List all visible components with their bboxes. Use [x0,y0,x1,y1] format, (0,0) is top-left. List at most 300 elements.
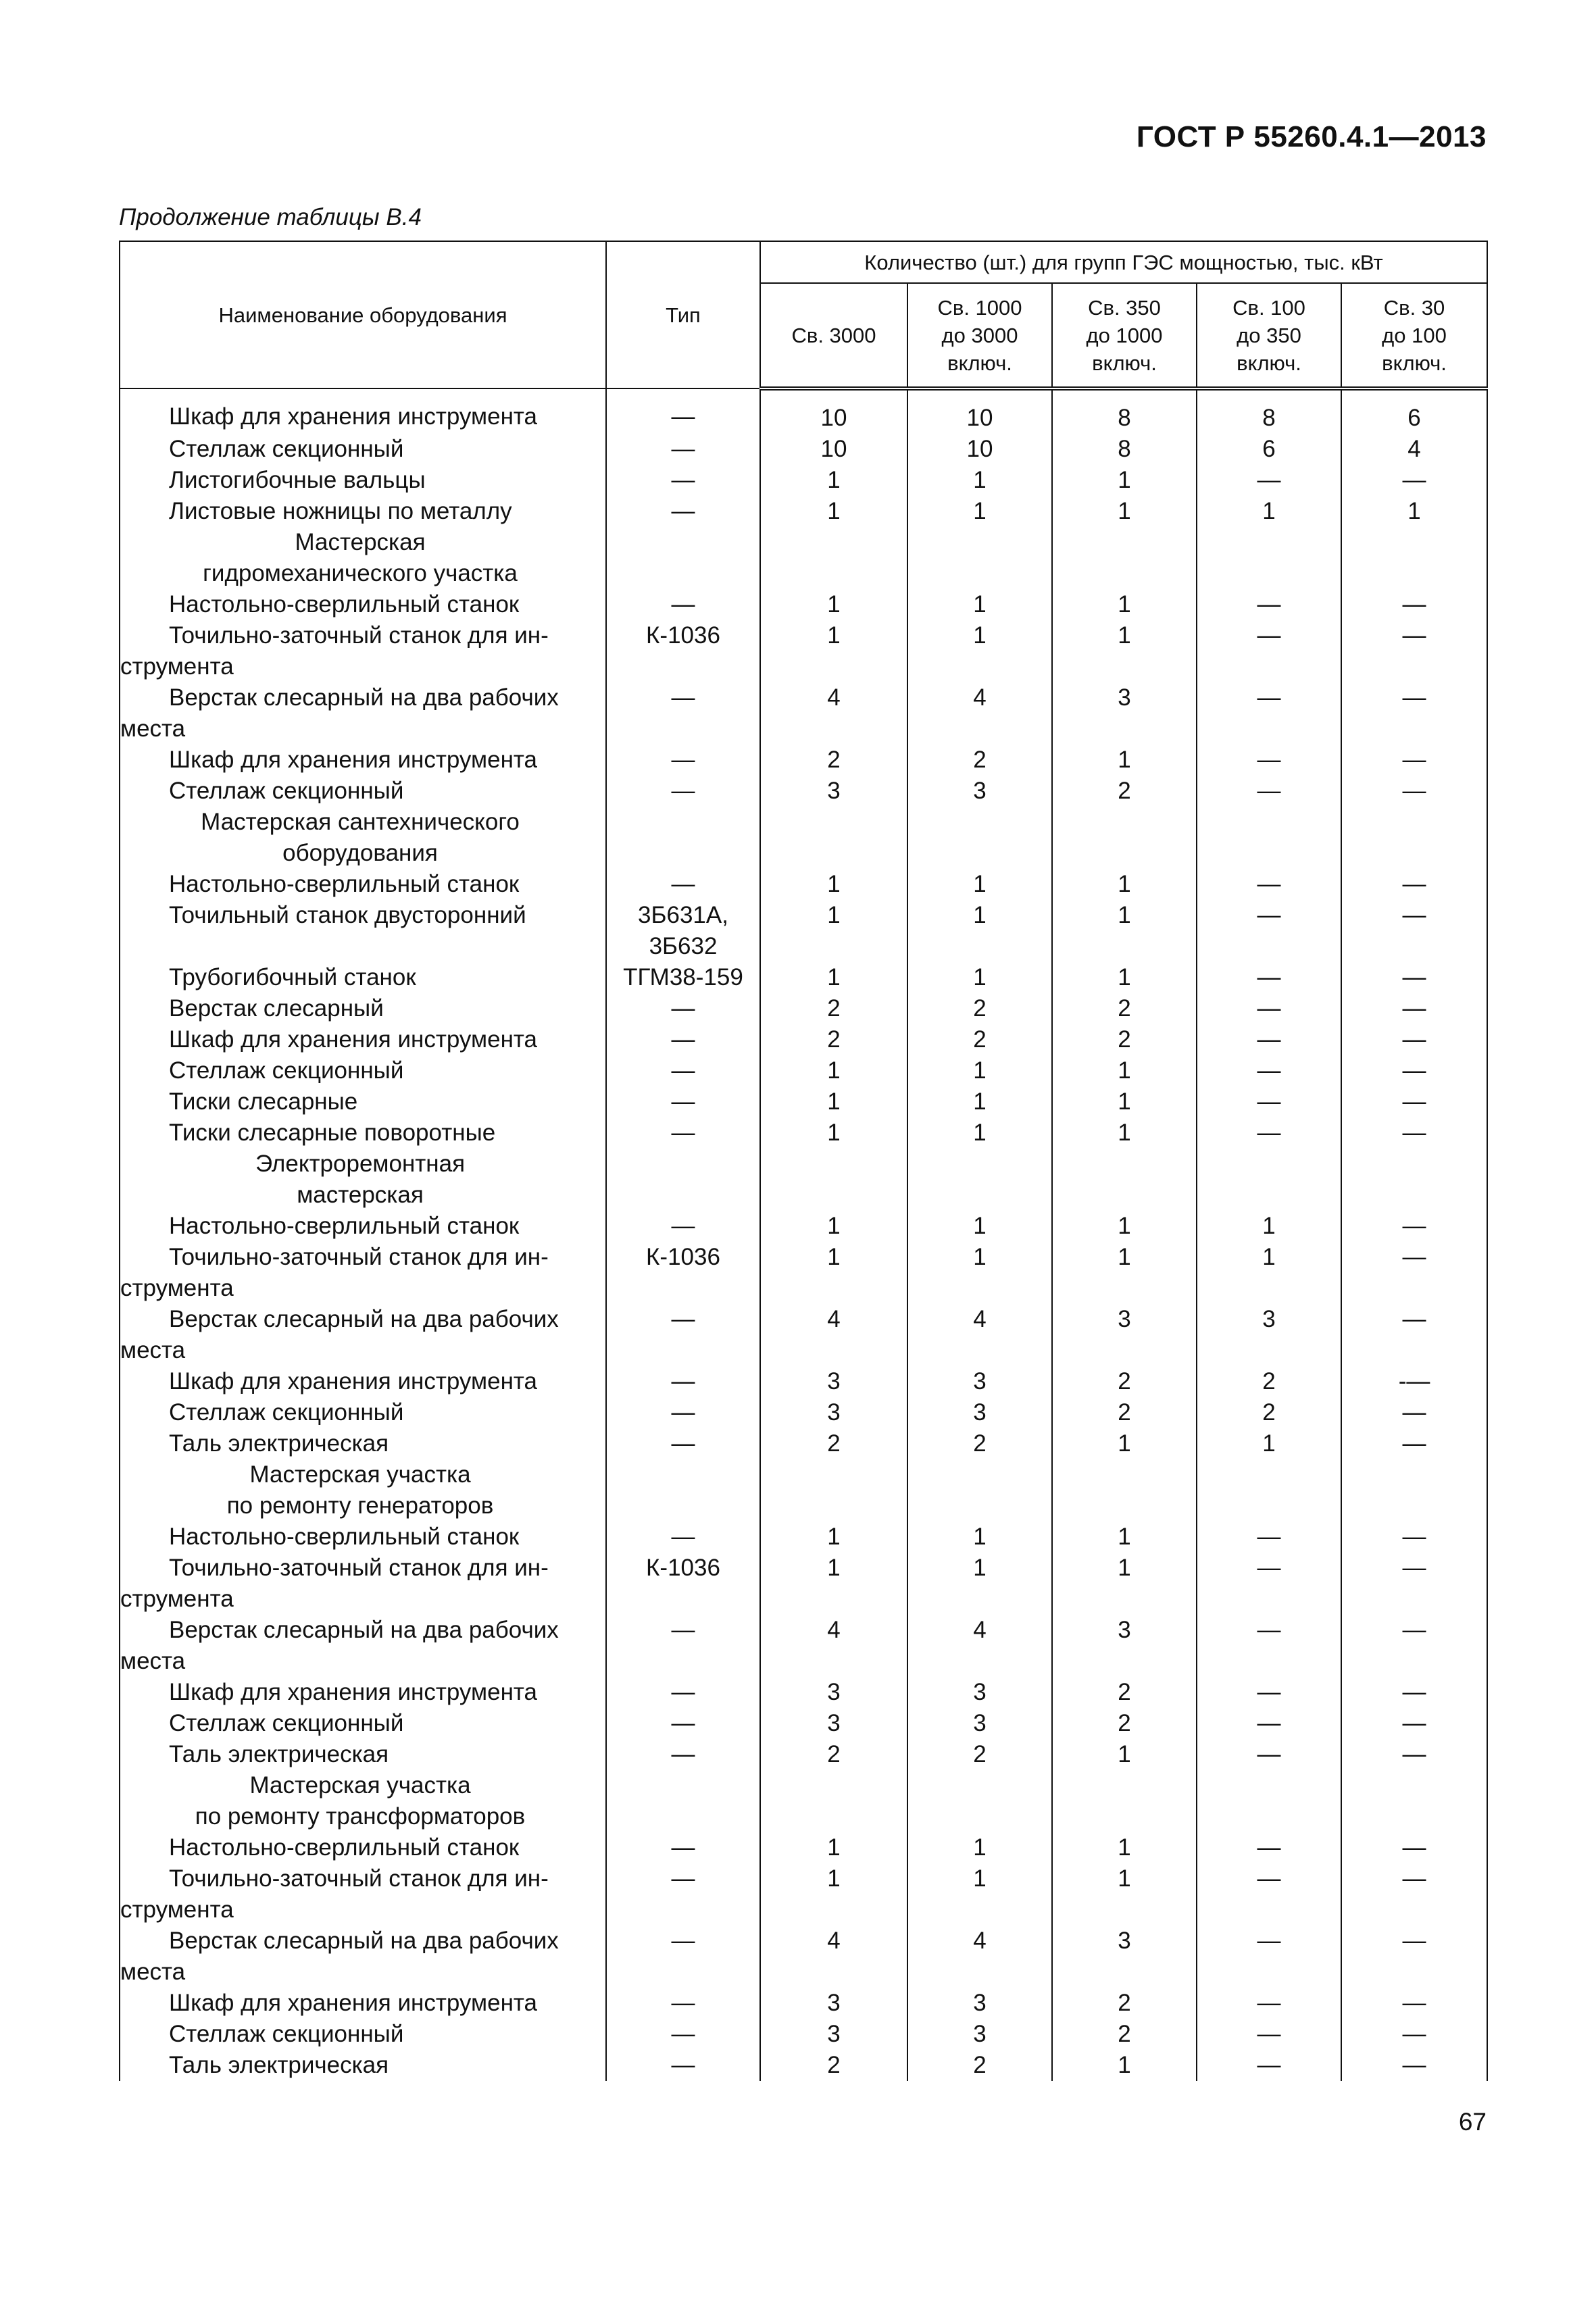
quantity-group-1: 3 [760,1708,907,1739]
equipment-type [606,2019,760,2050]
equipment-type-line: — [671,1306,695,1332]
equipment-name [120,1926,606,1988]
quantity-group-3: 3 [1052,682,1197,745]
section-row [120,807,1487,869]
equipment-name [120,1988,606,2019]
equipment-type [606,1832,760,1863]
quantity-group-3: 1 [1052,589,1197,620]
equipment-type [606,1211,760,1242]
table-row [120,1926,1487,1988]
equipment-name-line: места [120,1337,186,1363]
quantity-group-4: — [1197,1863,1341,1926]
quantity-group-4 [1197,807,1341,869]
quantity-group-1: 3 [760,776,907,807]
quantity-group-1 [760,1459,907,1521]
quantity-group-4: — [1197,1024,1341,1055]
equipment-name [120,1615,606,1677]
quantity-group-3 [1052,1459,1197,1521]
equipment-name-line: Стеллаж секционный [169,1710,404,1736]
table-row [120,682,1487,745]
table-row [120,900,1487,962]
quantity-group-2: 1 [907,620,1052,682]
quantity-group-1: 4 [760,1304,907,1366]
quantity-group-5: — [1341,1055,1487,1086]
quantity-group-1: 3 [760,1397,907,1428]
quantity-group-3: 1 [1052,1521,1197,1553]
equipment-name-line: Настольно-сверлильный станок [169,1834,520,1861]
quantity-group-3: 1 [1052,1428,1197,1459]
quantity-group-3: 2 [1052,776,1197,807]
quantity-group-3: 8 [1052,388,1197,434]
equipment-type [606,1863,760,1926]
equipment-type-line: — [671,871,695,897]
quantity-group-2: 3 [907,2019,1052,2050]
equipment-type [606,1086,760,1117]
quantity-group-3: 2 [1052,1366,1197,1397]
equipment-type [606,1117,760,1149]
header-line: до 350 [1237,323,1301,347]
quantity-group-3: 1 [1052,465,1197,496]
equipment-name [120,1242,606,1304]
quantity-group-2 [907,527,1052,589]
quantity-group-1: 4 [760,1615,907,1677]
quantity-group-2: 1 [907,1553,1052,1615]
quantity-group-1: 10 [760,434,907,465]
quantity-group-4: 3 [1197,1304,1341,1366]
header-line: включ. [947,351,1012,375]
equipment-type [606,388,760,434]
quantity-group-3: 2 [1052,993,1197,1024]
table-row [120,1428,1487,1459]
equipment-name [120,1739,606,1770]
equipment-name-line: Настольно-сверлильный станок [169,591,520,618]
header-power-group-5 [1341,283,1487,388]
quantity-group-1: 1 [760,589,907,620]
table-row [120,589,1487,620]
table-row [120,869,1487,900]
quantity-group-1: 2 [760,1024,907,1055]
equipment-type [606,900,760,962]
equipment-name-line: Точильный станок двусторонний [169,902,526,928]
header-line: Св. 100 [1232,295,1305,320]
equipment-name-line: струмента [120,1896,234,1923]
quantity-group-2: 1 [907,900,1052,962]
equipment-name-line: Шкаф для хранения инструмента [169,1026,537,1053]
quantity-group-4: — [1197,1988,1341,2019]
header-power-group-1 [760,283,907,388]
equipment-type-line: К-1036 [646,1555,720,1581]
quantity-group-1: 1 [760,1242,907,1304]
quantity-group-5: 6 [1341,388,1487,434]
quantity-group-2: 10 [907,434,1052,465]
equipment-name-line: Верстак слесарный на два рабочих [169,1928,559,1954]
quantity-group-4 [1197,527,1341,589]
quantity-group-5: — [1341,682,1487,745]
equipment-name [120,1304,606,1366]
quantity-group-2: 1 [907,496,1052,527]
header-line: до 3000 [941,323,1018,347]
equipment-type-line: — [671,1088,695,1115]
equipment-name-line: струмента [120,653,234,680]
quantity-group-2: 1 [907,589,1052,620]
quantity-group-3: 1 [1052,620,1197,682]
equipment-name [120,1366,606,1397]
equipment-name [120,1024,606,1055]
quantity-group-4 [1197,1149,1341,1211]
equipment-type [606,1242,760,1304]
equipment-type-line: — [671,436,695,462]
equipment-name-line: Настольно-сверлильный станок [169,871,520,897]
quantity-group-2: 3 [907,1677,1052,1708]
quantity-group-4: — [1197,776,1341,807]
quantity-group-4: — [1197,1055,1341,1086]
quantity-group-4: — [1197,1615,1341,1677]
quantity-group-5 [1341,527,1487,589]
equipment-name-line: места [120,1648,186,1674]
equipment-type-line: — [671,1524,695,1550]
equipment-name [120,682,606,745]
quantity-group-2 [907,807,1052,869]
quantity-group-3 [1052,527,1197,589]
quantity-group-4: — [1197,745,1341,776]
quantity-group-1: 2 [760,745,907,776]
quantity-group-5: — [1341,1117,1487,1149]
quantity-group-4: 1 [1197,1242,1341,1304]
table-caption: Продолжение таблицы В.4 [119,204,422,230]
quantity-group-1: 3 [760,1677,907,1708]
section-title-line: гидромеханического участка [203,560,518,586]
table-row [120,745,1487,776]
quantity-group-4: — [1197,869,1341,900]
page-number: 67 [1458,2108,1487,2136]
equipment-type [606,620,760,682]
equipment-name [120,2019,606,2050]
quantity-group-3: 1 [1052,496,1197,527]
equipment-type-line: — [671,1617,695,1643]
quantity-group-5: — [1341,1086,1487,1117]
equipment-name [120,1086,606,1117]
header-line: до 100 [1382,323,1447,347]
section-row [120,1149,1487,1211]
quantity-group-1: 1 [760,1832,907,1863]
equipment-name-line: Таль электрическая [169,1741,389,1767]
quantity-group-5 [1341,807,1487,869]
section-title [120,1149,606,1211]
equipment-name [120,1677,606,1708]
quantity-group-5: — [1341,1397,1487,1428]
equipment-type [606,1677,760,1708]
table-body [120,388,1487,2081]
section-title-line: оборудования [282,840,438,866]
header-line: включ. [1092,351,1157,375]
equipment-name [120,1553,606,1615]
equipment-name-line: Стеллаж секционный [169,2021,404,2047]
quantity-group-4: — [1197,962,1341,993]
equipment-name [120,962,606,993]
quantity-group-2: 2 [907,1428,1052,1459]
quantity-group-1: 3 [760,1366,907,1397]
equipment-type-line: — [671,1834,695,1861]
equipment-type [606,1553,760,1615]
equipment-type [606,527,760,589]
quantity-group-5: — [1341,1211,1487,1242]
quantity-group-4 [1197,1459,1341,1521]
header-line: Св. 3000 [791,323,876,347]
equipment-name [120,1832,606,1863]
equipment-type-line: — [671,778,695,804]
quantity-group-1 [760,1149,907,1211]
quantity-group-3: 1 [1052,1242,1197,1304]
section-row [120,1770,1487,1832]
quantity-group-5: 4 [1341,434,1487,465]
section-title-line: мастерская [297,1182,424,1208]
table-row [120,993,1487,1024]
table-row [120,465,1487,496]
equipment-type [606,1055,760,1086]
equipment-name [120,1117,606,1149]
section-title [120,807,606,869]
quantity-group-1: 1 [760,1521,907,1553]
quantity-group-1: 1 [760,1055,907,1086]
equipment-type-line: К-1036 [646,1244,720,1270]
equipment-name-line: Тиски слесарные поворотные [169,1120,496,1146]
table-row [120,1521,1487,1553]
quantity-group-5: — [1341,869,1487,900]
header-line: включ. [1382,351,1447,375]
quantity-group-2: 1 [907,869,1052,900]
equipment-type [606,807,760,869]
section-title-line: по ремонту генераторов [226,1492,494,1519]
equipment-name-line: Верстак слесарный на два рабочих [169,1306,559,1332]
equipment-name [120,1863,606,1926]
quantity-group-2: 1 [907,1863,1052,1926]
table-row [120,1988,1487,2019]
equipment-name-line: Стеллаж секционный [169,1057,404,1084]
equipment-type [606,434,760,465]
equipment-type-line: — [671,1741,695,1767]
header-line: Св. 30 [1383,295,1445,320]
quantity-group-4: — [1197,682,1341,745]
quantity-group-4: — [1197,1677,1341,1708]
table-row [120,1708,1487,1739]
quantity-group-5: — [1341,1863,1487,1926]
table-row [120,1086,1487,1117]
equipment-name [120,496,606,527]
quantity-group-1: 2 [760,993,907,1024]
equipment-name [120,465,606,496]
quantity-group-2: 1 [907,465,1052,496]
table-row [120,620,1487,682]
header-line: включ. [1237,351,1301,375]
quantity-group-3: 2 [1052,1024,1197,1055]
table-row [120,1397,1487,1428]
equipment-name-line: струмента [120,1275,234,1301]
quantity-group-2: 4 [907,682,1052,745]
equipment-name [120,589,606,620]
equipment-type-line: 3Б632 [649,933,718,959]
quantity-group-3: 1 [1052,1211,1197,1242]
equipment-type-line: — [671,1213,695,1239]
equipment-type [606,2050,760,2081]
table-row [120,1304,1487,1366]
quantity-group-1: 1 [760,962,907,993]
header-power-group-2 [907,283,1052,388]
quantity-group-2: 1 [907,1086,1052,1117]
quantity-group-3: 1 [1052,1739,1197,1770]
table-row [120,434,1487,465]
quantity-group-4 [1197,1770,1341,1832]
quantity-group-5: — [1341,1926,1487,1988]
quantity-group-1: 1 [760,620,907,682]
section-title-line: Мастерская сантехнического [201,809,520,835]
quantity-group-2: 2 [907,2050,1052,2081]
equipment-type-line: — [671,467,695,493]
quantity-group-4: — [1197,2019,1341,2050]
quantity-group-3: 1 [1052,869,1197,900]
equipment-type [606,869,760,900]
quantity-group-2 [907,1459,1052,1521]
table-row [120,1739,1487,1770]
equipment-name-line: места [120,715,186,742]
equipment-type [606,496,760,527]
equipment-type [606,1739,760,1770]
header-line: Св. 350 [1088,295,1161,320]
equipment-type [606,1024,760,1055]
quantity-group-5: — [1341,993,1487,1024]
equipment-name [120,745,606,776]
quantity-group-2: 3 [907,1366,1052,1397]
equipment-type-line: — [671,591,695,618]
equipment-type [606,1304,760,1366]
equipment-name [120,434,606,465]
quantity-group-1: 1 [760,900,907,962]
equipment-type-line: — [671,498,695,524]
quantity-group-3: 3 [1052,1304,1197,1366]
quantity-group-4: — [1197,620,1341,682]
table-header [120,241,1487,388]
table-row [120,1242,1487,1304]
equipment-type [606,1708,760,1739]
table-row [120,1677,1487,1708]
quantity-group-1: 1 [760,1863,907,1926]
equipment-type [606,465,760,496]
quantity-group-2: 3 [907,1397,1052,1428]
quantity-group-1: 2 [760,2050,907,2081]
quantity-group-3 [1052,1770,1197,1832]
quantity-group-3: 1 [1052,1055,1197,1086]
quantity-group-5 [1341,1149,1487,1211]
quantity-group-5: — [1341,1615,1487,1677]
equipment-type-line: — [671,1026,695,1053]
document-code: ГОСТ Р 55260.4.1—2013 [1136,120,1487,153]
equipment-type [606,1149,760,1211]
quantity-group-4: — [1197,1708,1341,1739]
equipment-name-line: Листовые ножницы по металлу [169,498,512,524]
quantity-group-2: 2 [907,993,1052,1024]
table-row [120,2050,1487,2081]
quantity-group-1: 10 [760,388,907,434]
section-title [120,1459,606,1521]
quantity-group-5: — [1341,1242,1487,1304]
equipment-name-line: Шкаф для хранения инструмента [169,403,537,430]
quantity-group-2 [907,1149,1052,1211]
quantity-group-2: 2 [907,1024,1052,1055]
quantity-group-2: 1 [907,962,1052,993]
quantity-group-3 [1052,807,1197,869]
quantity-group-3: 8 [1052,434,1197,465]
equipment-type [606,1615,760,1677]
header-power-group-3 [1052,283,1197,388]
header-quantity-group: Количество (шт.) для групп ГЭС мощностью, тыс. кВт [760,241,1487,283]
quantity-group-3: 1 [1052,1086,1197,1117]
quantity-group-5: 1 [1341,496,1487,527]
quantity-group-1 [760,527,907,589]
equipment-type [606,993,760,1024]
quantity-group-2: 3 [907,1708,1052,1739]
equipment-type-line: — [671,1990,695,2016]
quantity-group-5: — [1341,962,1487,993]
quantity-group-2: 2 [907,1739,1052,1770]
quantity-group-5: — [1341,900,1487,962]
quantity-group-4: — [1197,1553,1341,1615]
quantity-group-5: — [1341,589,1487,620]
equipment-name-line: Точильно-заточный станок для ин- [169,1244,549,1270]
quantity-group-2 [907,1770,1052,1832]
header-equipment-name: Наименование оборудования [120,241,606,388]
table-row [120,1366,1487,1397]
equipment-type [606,1521,760,1553]
quantity-group-5 [1341,1459,1487,1521]
table-row [120,776,1487,807]
equipment-type [606,1770,760,1832]
quantity-group-5: — [1341,2019,1487,2050]
table-row [120,1863,1487,1926]
quantity-group-2: 2 [907,745,1052,776]
section-title [120,1770,606,1832]
equipment-name-line: Шкаф для хранения инструмента [169,1990,537,2016]
quantity-group-4: — [1197,1832,1341,1863]
equipment-name-line: Стеллаж секционный [169,778,404,804]
equipment-type-line: — [671,2052,695,2078]
equipment-name-line: Шкаф для хранения инструмента [169,1679,537,1705]
quantity-group-5: — [1341,465,1487,496]
section-title-line: Электроремонтная [255,1151,466,1177]
equipment-name [120,388,606,434]
quantity-group-3 [1052,1149,1197,1211]
quantity-group-3: 2 [1052,1397,1197,1428]
quantity-group-4: 1 [1197,1428,1341,1459]
section-title-line: Мастерская [295,529,426,555]
quantity-group-3: 1 [1052,1863,1197,1926]
equipment-type-line: — [671,1928,695,1954]
quantity-group-5: -— [1341,1366,1487,1397]
equipment-name-line: Настольно-сверлильный станок [169,1524,520,1550]
equipment-type-line: — [671,684,695,711]
equipment-name [120,1428,606,1459]
quantity-group-3: 1 [1052,745,1197,776]
quantity-group-1: 4 [760,1926,907,1988]
equipment-name-line: Точильно-заточный станок для ин- [169,1555,549,1581]
equipment-name [120,869,606,900]
quantity-group-4: 2 [1197,1397,1341,1428]
equipment-type-line: — [671,747,695,773]
quantity-group-4: — [1197,1739,1341,1770]
quantity-group-3: 2 [1052,2019,1197,2050]
header-type: Тип [606,241,760,388]
equipment-type [606,1926,760,1988]
quantity-group-3: 1 [1052,962,1197,993]
equipment-type-line: — [671,1679,695,1705]
